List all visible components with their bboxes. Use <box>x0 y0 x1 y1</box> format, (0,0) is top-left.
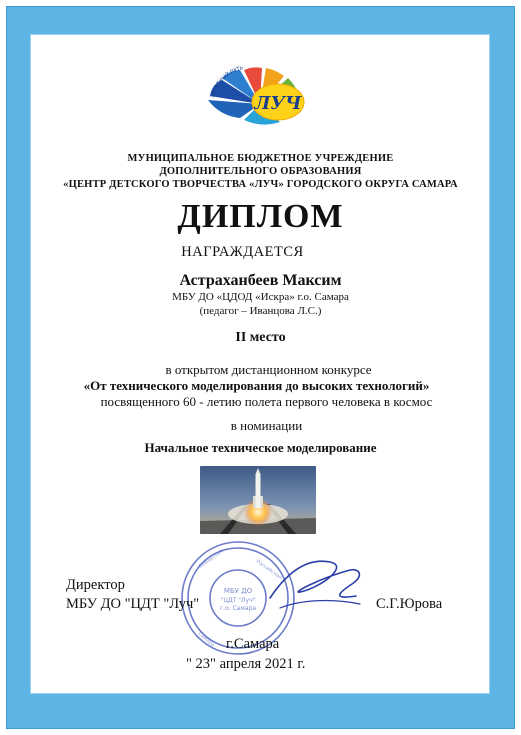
org-line-1: МУНИЦИПАЛЬНОЕ БЮДЖЕТНОЕ УЧРЕЖДЕНИЕ <box>127 153 394 164</box>
nomination-intro: в номинации <box>230 418 303 433</box>
contest-intro: в открытом дистанционном конкурсе <box>165 362 372 377</box>
logo-text: ЛУЧ <box>254 93 302 114</box>
luch-logo-icon <box>200 58 330 140</box>
recipient-institution: МБУ ДО «ЦДОД «Искра» г.о. Самара <box>172 291 349 303</box>
logo-arc-text: ЗВЕЗДНЫЙ ПУТЬ <box>210 65 244 99</box>
director-signature-icon <box>260 548 370 618</box>
place-label: II место <box>235 330 286 345</box>
org-line-2: ДОПОЛНИТЕЛЬНОГО ОБРАЗОВАНИЯ <box>159 166 362 177</box>
director-position: Директор <box>66 577 125 593</box>
diploma-title: ДИПЛОМ <box>177 198 344 235</box>
contest-name: «От технического моделирования до высоких технологий» <box>83 378 430 393</box>
stamp-line-1: МБУ ДО <box>223 587 253 595</box>
director-name: С.Г.Юрова <box>376 596 443 612</box>
stamp-line-3: г.о. Самара <box>219 605 257 612</box>
stamp-line-2: "ЦДТ "Луч" <box>220 597 256 604</box>
org-line-3: «ЦЕНТР ДЕТСКОГО ТВОРЧЕСТВА «ЛУЧ» ГОРОДСКОГО ОКРУГА САМАРА <box>63 179 458 190</box>
director-org: МБУ ДО "ЦДТ "Луч" <box>66 596 200 612</box>
recipient-teacher: (педагог – Иванцова Л.С.) <box>199 305 322 317</box>
nomination-name: Начальное техническое моделирование <box>144 440 377 455</box>
recipient-name: Астраханбеев Максим <box>179 272 342 289</box>
svg-text:Самара: Самара <box>196 630 216 649</box>
awarded-label: НАГРАЖДАЕТСЯ <box>181 244 304 260</box>
rocket-launch-image <box>200 466 316 534</box>
svg-text:Российская: Российская <box>254 558 283 581</box>
contest-dedication: посвященного 60 - летию полета первого человека в космос <box>100 394 433 409</box>
svg-text:Самарская: Самарская <box>197 548 225 570</box>
footer-date: " 23" апреля 2021 г. <box>186 656 306 672</box>
footer-city: г.Самара <box>226 636 280 652</box>
